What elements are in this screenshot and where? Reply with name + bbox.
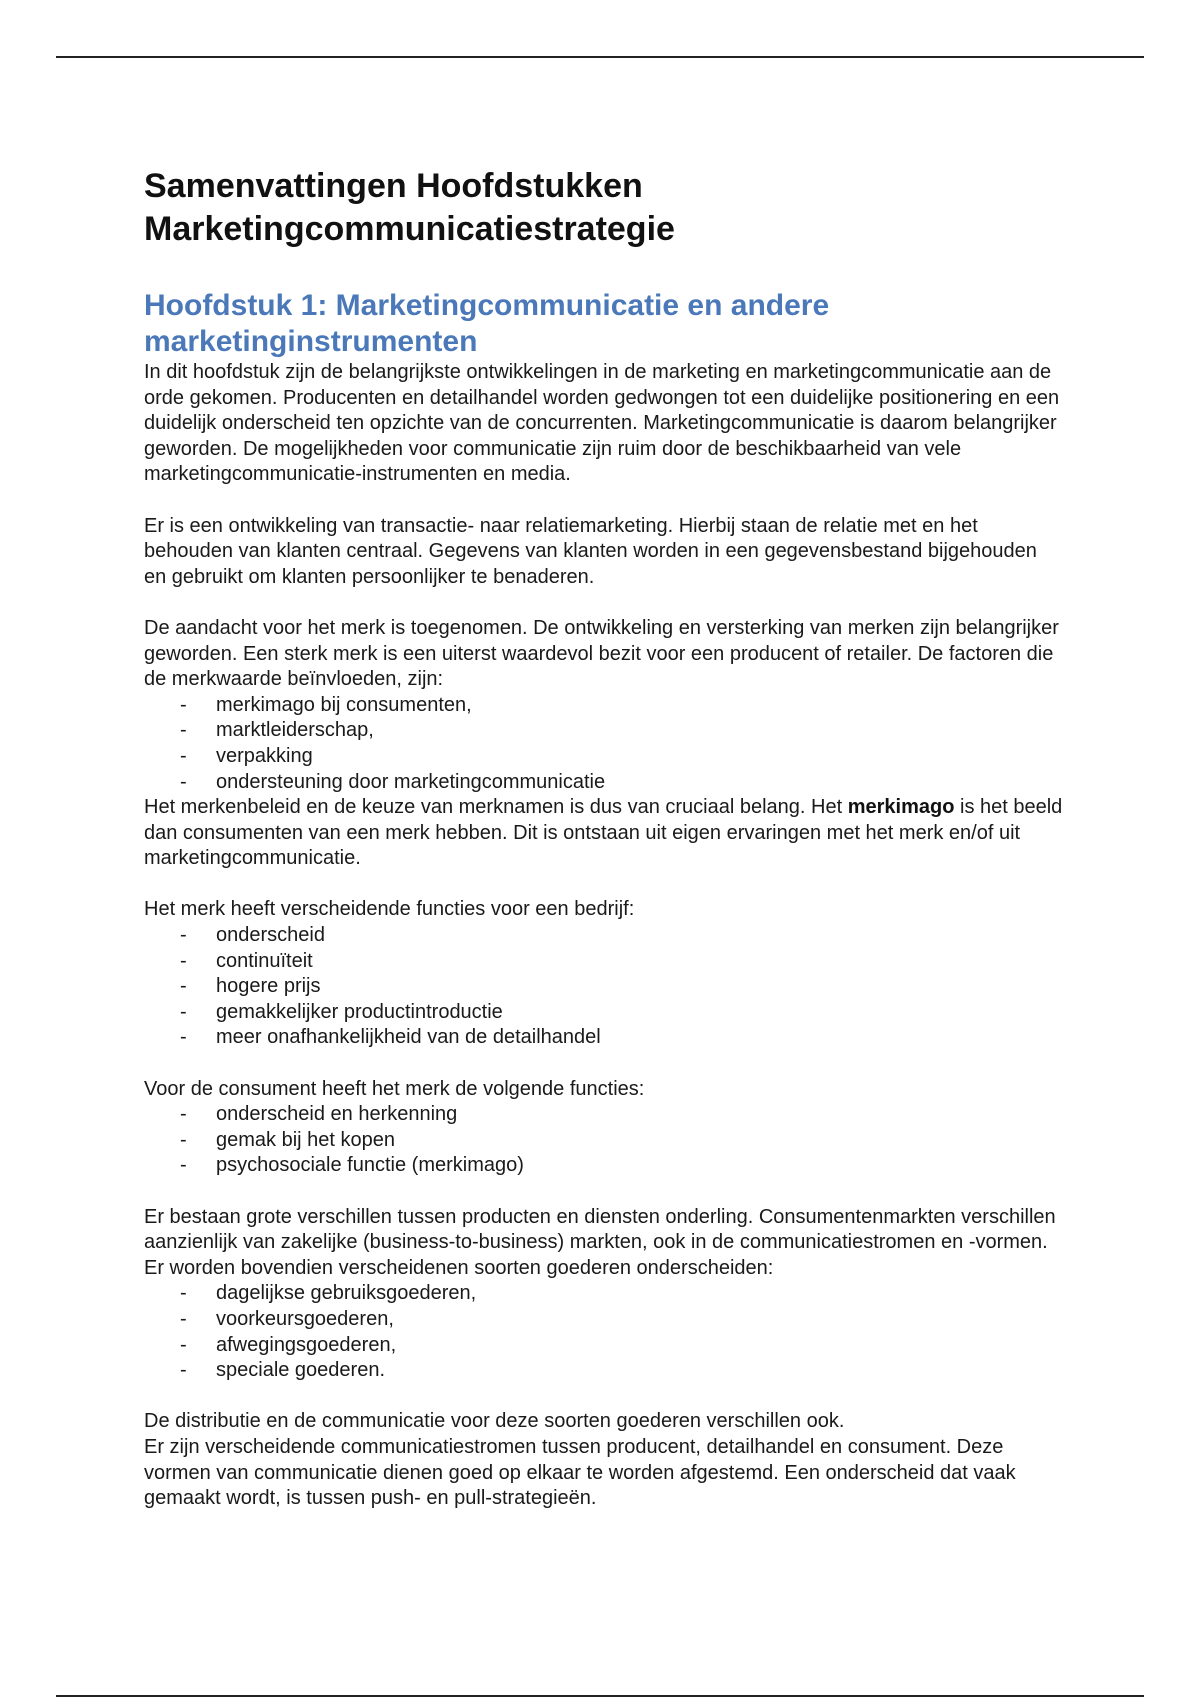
list-item: - speciale goederen. [144,1358,1064,1384]
list-brand-value-factors [144,693,1064,795]
bullet-dash: - [180,744,187,767]
document-title-line2: Marketingcommunicatiestrategie [144,210,675,248]
bullet-dash: - [180,770,187,793]
paragraph-relationship-marketing: Er is een ontwikkeling van transactie- naar relatiemarketing. Hierbij staan de relatie met en het behouden van klanten centraal. Gegevens van klanten worden in een gegevensbestand bijgehouden en gebruikt om klanten persoonlijker te benaderen. [144,514,1037,588]
bullet-dash: - [180,1154,187,1177]
list-item: - merkimago bij consumenten, [144,693,1064,719]
bullet-dash: - [180,1282,187,1305]
bullet-dash: - [180,1359,187,1382]
bullet-dash: - [180,1333,187,1356]
list-item: - onderscheid [144,923,1064,949]
bullet-dash: - [180,975,187,998]
chapter-heading-line1: Hoofdstuk 1: Marketingcommunicatie en andere [144,289,830,322]
page-top-rule [56,56,1144,58]
list-item: - onderscheid en herkenning [144,1102,1064,1128]
list-item: - ondersteuning door marketingcommunicatie [144,770,1064,796]
list-item: - meer onafhankelijkheid van de detailhandel [144,1025,1064,1051]
paragraph-communication-flows: Er zijn verscheidende communicatiestromen tussen producent, detailhandel en consument. Deze vormen van communicatie dienen goed op elkaar te worden afgestemd. Een onderscheid dat vaak gemaakt wordt, is tussen push- en pull-strategieën. [144,1435,1016,1510]
list-item: - afwegingsgoederen, [144,1333,1064,1359]
bullet-dash: - [180,693,187,716]
bullet-dash: - [180,1026,187,1049]
list-item: - voorkeursgoederen, [144,1307,1064,1333]
keyword-merkimago: merkimago [847,796,955,819]
paragraph-brand-functions-consumer: Voor de consument heeft het merk de volgende functies: [144,1077,645,1100]
paragraph-brand-policy: Het merkenbeleid en de keuze van merknamen is dus van cruciaal belang. Het merkimago is het beeld dan consumenten van een merk hebben. Dit is ontstaan uit eigen ervaringen met het merk en/of uit marketingcommunicatie. [144,796,1063,870]
bullet-dash: - [180,719,187,742]
chapter-heading [144,288,1064,360]
paragraph-brand-attention: De aandacht voor het merk is toegenomen. De ontwikkeling en versterking van merken zijn belangrijker geworden. Een sterk merk is een uiterst waardevol bezit voor een producent of retailer. De factoren die de merkwaarde beïnvloeden, zijn: [144,616,1059,691]
list-item: - dagelijkse gebruiksgoederen, [144,1281,1064,1307]
list-item: - continuïteit [144,949,1064,975]
chapter-heading-line2: marketinginstrumenten [144,325,478,358]
list-item: - gemak bij het kopen [144,1128,1064,1154]
page-bottom-rule [56,1695,1144,1697]
list-item: - psychosociale functie (merkimago) [144,1153,1064,1179]
list-item: - gemakkelijker productintroductie [144,1000,1064,1026]
bullet-dash: - [180,924,187,947]
paragraph-intro: In dit hoofdstuk zijn de belangrijkste ontwikkelingen in de marketing en marketingcommunicatie aan de orde gekomen. Producenten en detailhandel worden gedwongen tot een duidelijke positionering en een duidelijk onderscheid ten opzichte van de concurrenten. Marketingcommunicatie is daarom belangrijker geworden. De mogelijkheden voor communicatie zijn ruim door de beschikbaarheid van vele marketingcommunicatie-instrumenten en media. [144,361,1060,486]
list-item: - verpakking [144,744,1064,770]
list-brand-functions-company [144,923,1064,1051]
list-goods-types [144,1281,1064,1383]
paragraph-brand-functions-company: Het merk heeft verscheidende functies voor een bedrijf: [144,898,635,921]
paragraph-product-differences: Er bestaan grote verschillen tussen producten en diensten onderling. Consumentenmarkten verschillen aanzienlijk van zakelijke (business-to-business) markten, ook in de communicatiestromen en -vormen. Er worden bovendien verscheidenen soorten goederen onderscheiden: [144,1205,1056,1279]
document-body [144,165,1064,1512]
paragraph-distribution: De distributie en de communicatie voor deze soorten goederen verschillen ook. [144,1410,845,1433]
bullet-dash: - [180,1000,187,1023]
document-title [144,165,1064,251]
list-brand-functions-consumer [144,1102,1064,1179]
bullet-dash: - [180,1307,187,1330]
bullet-dash: - [180,1103,187,1126]
list-item: - hogere prijs [144,974,1064,1000]
bullet-dash: - [180,949,187,972]
document-title-line1: Samenvattingen Hoofdstukken [144,167,643,205]
bullet-dash: - [180,1128,187,1151]
list-item: - marktleiderschap, [144,718,1064,744]
